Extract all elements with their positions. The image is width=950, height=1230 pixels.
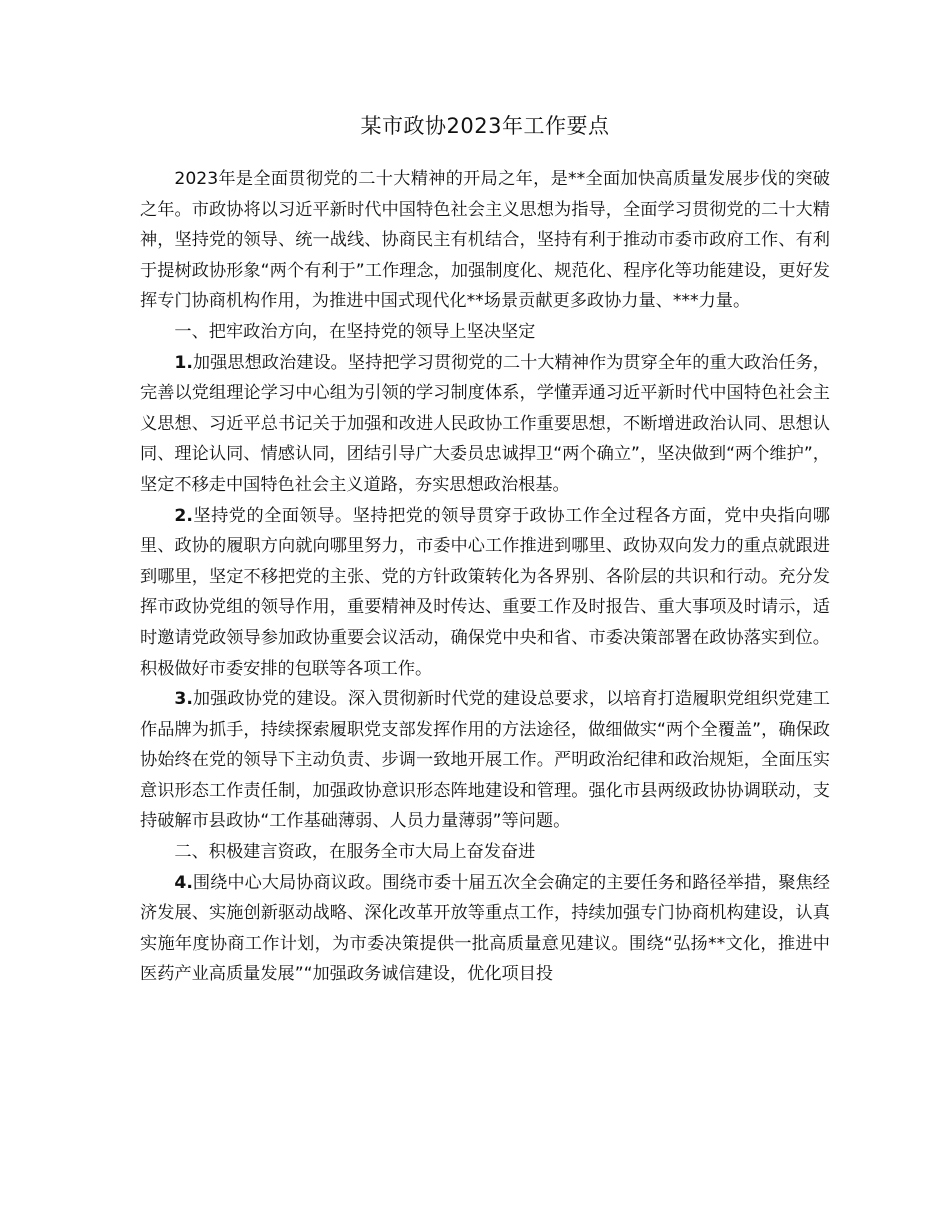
item-text-3: 加强政协党的建设。深入贯彻新时代党的建设总要求，以培育打造履职党组织党建工作品牌为抓手，持续探索履职党支部发挥作用的方法途径，做细做实“两个全覆盖”，确保政协始终在党的领导下主动负责、步调一致地开展工作。严明政治纪律和政治规矩，全面压实意识形态工作责任制，加强政协意识形态阵地建设和管理。强化市县两级政协协调联动，支持破解市县政协“工作基础薄弱、人员力量薄弱”等问题。 [140,689,830,832]
document-page [140,110,830,990]
item-paragraph-1 [140,348,830,501]
item-paragraph-4 [140,868,830,990]
section-heading-2: 二、积极建言资政，在服务全市大局上奋发奋进 [174,842,536,863]
item-text-1: 加强思想政治建设。坚持把学习贯彻党的二十大精神作为贯穿全年的重大政治任务，完善以党组理论学习中心组为引领的学习制度体系，学懂弄通习近平新时代中国特色社会主义思想、习近平总书记关于加强和改进人民政协工作重要思想，不断增进政治认同、思想认同、理论认同、情感认同，团结引导广大委员忠诚捍卫“两个确立”，坚决做到“两个维护”，坚定不移走中国特色社会主义道路，夯实思想政治根基。 [140,352,830,495]
document-title: 某市政协2023年工作要点 [360,114,610,138]
item-paragraph-3 [140,684,830,837]
item-number-3: 3. [174,689,193,710]
item-number-2: 2. [174,505,193,526]
intro-paragraph: 2023年是全面贯彻党的二十大精神的开局之年，是**全面加快高质量发展步伐的突破之年。市政协将以习近平新时代中国特色社会主义思想为指导，全面学习贯彻党的二十大精神，坚持党的领导、统一战线、协商民主有机结合，坚持有利于推动市委市政府工作、有利于提树政协形象“两个有利于”工作理念，加强制度化、规范化、程序化等功能建设，更好发挥专门协商机构作用，为推进中国式现代化**场景贡献更多政协力量、***力量。 [140,169,830,312]
item-number-4: 4. [174,872,193,893]
item-number-1: 1. [174,352,193,373]
item-text-2: 坚持党的全面领导。坚持把党的领导贯穿于政协工作全过程各方面，党中央指向哪里、政协的履职方向就向哪里努力，市委中心工作推进到哪里、政协双向发力的重点就跟进到哪里，坚定不移把党的主张、党的方针政策转化为各界别、各阶层的共识和行动。充分发挥市政协党组的领导作用，重要精神及时传达、重要工作及时报告、重大事项及时请示，适时邀请党政领导参加政协重要会议活动，确保党中央和省、市委决策部署在政协落实到位。积极做好市委安排的包联等各项工作。 [140,505,830,679]
item-text-4: 围绕中心大局协商议政。围绕市委十届五次全会确定的主要任务和路径举措，聚焦经济发展、实施创新驱动战略、深化改革开放等重点工作，持续加强专门协商机构建设，认真实施年度协商工作计划，为市委决策提供一批高质量意见建议。围绕“弘扬**文化，推进中医药产业高质量发展”“加强政务诚信建设，优化项目投 [140,872,830,985]
item-paragraph-2 [140,501,830,685]
section-heading-1: 一、把牢政治方向，在坚持党的领导上坚决坚定 [174,321,536,342]
